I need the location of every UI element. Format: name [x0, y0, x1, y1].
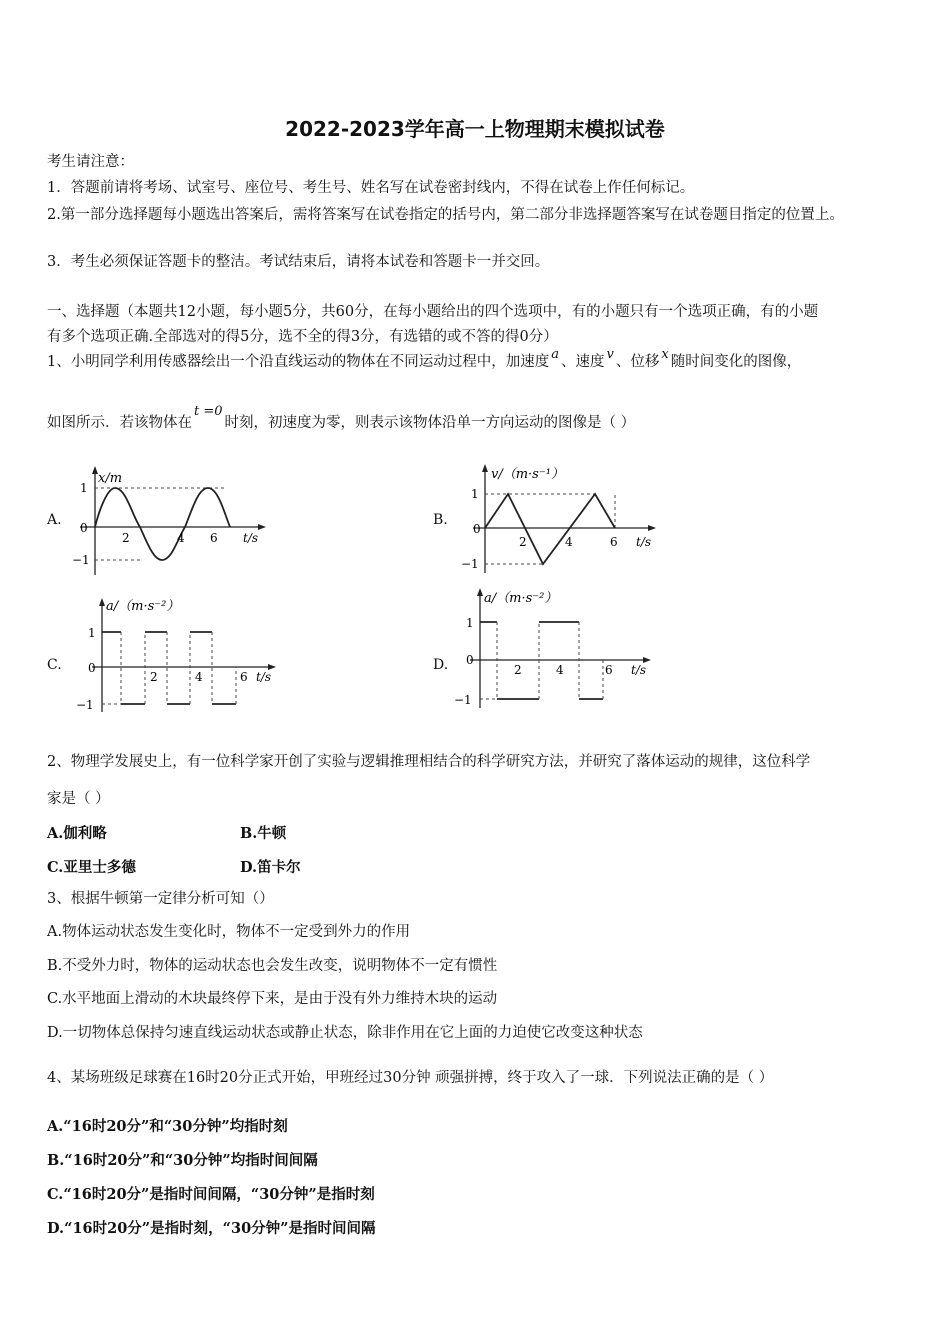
q4-option-c[interactable]: C.“16时20分”是指时间间隔，“30分钟”是指时刻: [47, 1186, 375, 1203]
notice-heading: 考生请注意：: [47, 154, 134, 170]
graph-b-tick-4: 4: [565, 535, 573, 549]
q2-option-a[interactable]: A.伽利略: [47, 825, 107, 842]
graph-b-ylabel: v/（m·s⁻¹）: [491, 467, 564, 482]
q3-option-c[interactable]: C.水平地面上滑动的木块最终停下来，是由于没有外力维持木块的运动: [47, 991, 498, 1007]
q1-option-a-label[interactable]: A.: [47, 512, 62, 528]
q1-symbol-v: v: [606, 347, 614, 362]
q1-symbol-a: a: [551, 347, 559, 362]
q2-option-d[interactable]: D.笛卡尔: [240, 859, 301, 876]
graph-b-tick-2: 2: [519, 535, 527, 549]
q2-stem-line2: 家是（ ）: [47, 791, 110, 807]
q1-text-a: 1、小明同学利用传感器绘出一个沿直线运动的物体在不同运动过程中，加速度: [47, 354, 550, 370]
q1-graph-d: [450, 582, 665, 716]
q1-text-b: 、速度: [561, 354, 605, 370]
page-title: 2022-2023学年高一上物理期末模拟试卷: [285, 117, 665, 141]
graph-c-tick-4: 4: [195, 670, 203, 684]
graph-c-tick-6: 6: [240, 670, 248, 684]
graph-b-tick-neg1: −1: [461, 557, 479, 571]
graph-d-y-arrow: [477, 588, 483, 596]
graph-a-tick-4: 4: [177, 531, 185, 545]
graph-a-tick-neg1: −1: [72, 553, 90, 567]
graph-b-tick-0: 0: [473, 522, 481, 536]
graph-a-x-arrow: [258, 524, 266, 530]
q2-stem-line1: 2、物理学发展史上，有一位科学家开创了实验与逻辑推理相结合的科学研究方法，并研究了落体运动的规律，这位科学: [47, 754, 811, 770]
q1-option-c-label[interactable]: C.: [47, 657, 62, 673]
graph-d-tick-0: 0: [466, 653, 474, 667]
graph-a-tick-6: 6: [210, 531, 218, 545]
q4-option-d[interactable]: D.“16时20分”是指时刻，“30分钟”是指时间间隔: [47, 1220, 376, 1237]
graph-b-tick-1: 1: [471, 487, 479, 501]
q1-graph-c: [70, 592, 285, 721]
graph-c-tick-2: 2: [150, 670, 158, 684]
q4-option-b[interactable]: B.“16时20分”和“30分钟”均指时间间隔: [47, 1152, 318, 1169]
graph-c-tick-neg1: −1: [76, 698, 94, 712]
q1-text-e: 如图所示．若该物体在: [47, 415, 192, 431]
graph-d-ylabel: a/（m·s⁻²）: [484, 591, 558, 606]
graph-a-ylabel: x/m: [98, 471, 123, 486]
q4-option-a[interactable]: A.“16时20分”和“30分钟”均指时刻: [47, 1118, 288, 1135]
notice-item-3: 3．考生必须保证答题卡的整洁。考试结束后，请将本试卷和答题卡一并交回。: [47, 254, 550, 270]
q3-stem: 3、根据牛顿第一定律分析可知（）: [47, 891, 274, 907]
q3-option-a[interactable]: A.物体运动状态发生变化时，物体不一定受到外力的作用: [47, 924, 411, 940]
q1-graph-b: [455, 458, 670, 582]
q3-option-d[interactable]: D.一切物体总保持匀速直线运动状态或静止状态，除非作用在它上面的力迫使它改变这种状态: [47, 1025, 643, 1041]
notice-item-2: 2.第一部分选择题每小题选出答案后，需将答案写在试卷指定的括号内，第二部分非选择题答案写在试卷题目指定的位置上。: [47, 207, 844, 223]
graph-d-tick-1: 1: [466, 616, 474, 630]
section1-heading-line2: 有多个选项正确.全部选对的得5分，选不全的得3分，有选错的或不答的得0分）: [47, 329, 558, 345]
q1-text-f: 时刻，初速度为零，则表示该物体沿单一方向运动的图像是（ ）: [224, 415, 636, 431]
graph-d-tick-2: 2: [514, 663, 522, 677]
graph-c-tick-1: 1: [88, 626, 96, 640]
graph-b-curve: [485, 494, 615, 564]
section1-heading-line1: 一、选择题（本题共12小题，每小题5分，共60分，在每小题给出的四个选项中，有的小题只有一个选项正确，有的小题: [47, 304, 819, 320]
graph-d-xlabel: t/s: [631, 663, 647, 677]
graph-b-x-arrow: [648, 525, 656, 531]
q1-text-d: 随时间变化的图像，: [670, 354, 802, 370]
graph-d-tick-neg1: −1: [454, 693, 472, 707]
q1-symbol-t0: t =0: [194, 404, 223, 419]
notice-item-1: 1．答题前请将考场、试室号、座位号、考生号、姓名写在试卷密封线内，不得在试卷上作任何标记。: [47, 180, 695, 196]
graph-b-y-arrow: [482, 464, 488, 472]
q3-option-b[interactable]: B.不受外力时，物体的运动状态也会发生改变，说明物体不一定有惯性: [47, 958, 498, 974]
q1-text-c: 、位移: [615, 354, 660, 370]
q2-option-b[interactable]: B.牛顿: [240, 825, 287, 842]
graph-a-tick-0: 0: [80, 521, 88, 535]
graph-c-y-arrow: [99, 598, 105, 606]
q2-option-c[interactable]: C.亚里士多德: [47, 859, 136, 876]
graph-d-tick-6: 6: [605, 663, 613, 677]
graph-b-xlabel: t/s: [636, 535, 652, 549]
graph-d-tick-4: 4: [556, 663, 564, 677]
graph-a-tick-2: 2: [122, 531, 130, 545]
graph-b-tick-6: 6: [610, 535, 618, 549]
q1-option-b-label[interactable]: B.: [433, 512, 448, 528]
q1-option-d-label[interactable]: D.: [433, 657, 449, 673]
q1-graph-a: [60, 460, 280, 584]
graph-a-tick-1: 1: [80, 481, 88, 495]
q1-stem-line1: [47, 347, 909, 373]
q1-stem-line2: [47, 404, 909, 434]
graph-a-xlabel: t/s: [243, 531, 259, 545]
graph-a-curve: [95, 488, 230, 560]
q1-symbol-x: x: [661, 347, 669, 362]
graph-c-xlabel: t/s: [256, 670, 272, 684]
graph-c-ylabel: a/（m·s⁻²）: [106, 599, 180, 614]
q4-stem: 4、某场班级足球赛在16时20分正式开始，甲班经过30分钟 顽强拼搏，终于攻入了一球．下列说法正确的是（ ）: [47, 1070, 774, 1086]
graph-c-tick-0: 0: [88, 661, 96, 675]
